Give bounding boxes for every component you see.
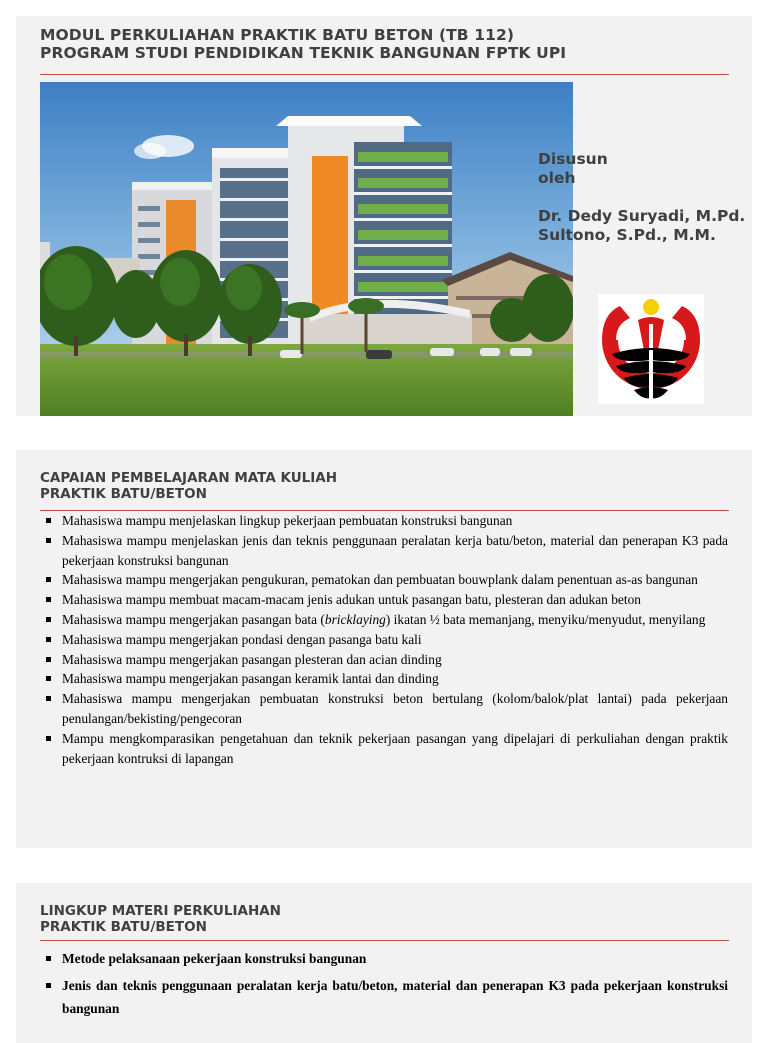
list-item-text-before: Mahasiswa mampu mengerjakan pasangan bata ( bbox=[62, 611, 325, 627]
course-scope-list bbox=[44, 947, 728, 1024]
list-item: Mampu mengkomparasikan pengetahuan dan teknik pekerjaan pasangan yang dipelajari di perkuliahan dengan praktik pekerjaan kontruksi di lapangan bbox=[44, 729, 728, 769]
building-photo bbox=[40, 82, 573, 416]
list-item: Mahasiswa mampu mengerjakan pasangan keramik lantai dan dinding bbox=[44, 669, 728, 689]
title-divider bbox=[40, 74, 729, 75]
list-item: Mahasiswa mampu menjelaskan jenis dan teknis penggunaan peralatan kerja batu/beton, material dan penerapan K3 pada pekerjaan konstruksi bangunan bbox=[44, 531, 728, 571]
list-item: Metode pelaksanaan pekerjaan konstruksi bangunan bbox=[44, 947, 728, 970]
author-line-2: oleh bbox=[538, 169, 576, 187]
course-scope-title-line-1: LINGKUP MATERI PERKULIAHAN bbox=[40, 903, 281, 919]
list-item: Mahasiswa mampu mengerjakan pembuatan konstruksi beton bertulang (kolom/balok/plat lantai) pada pekerjaan penulangan/bekisting/pengecoran bbox=[44, 689, 728, 729]
list-item: Mahasiswa mampu menjelaskan lingkup pekerjaan pembuatan konstruksi bangunan bbox=[44, 511, 728, 531]
course-scope-title bbox=[40, 903, 281, 935]
module-title-line-1: MODUL PERKULIAHAN PRAKTIK BATU BETON (TB 112) bbox=[40, 26, 515, 44]
author-name-2: Sultono, S.Pd., M.M. bbox=[538, 226, 716, 244]
module-title bbox=[40, 26, 566, 62]
list-item bbox=[44, 610, 728, 630]
list-item: Mahasiswa mampu mengerjakan pasangan plesteran dan acian dinding bbox=[44, 650, 728, 670]
cover-slide bbox=[16, 16, 752, 416]
list-item: Mahasiswa mampu mengerjakan pondasi dengan pasanga batu kali bbox=[44, 630, 728, 650]
learning-outcomes-title-line-2: PRAKTIK BATU/BETON bbox=[40, 486, 207, 502]
author-line-1: Disusun bbox=[538, 150, 608, 168]
section-divider bbox=[40, 940, 729, 941]
learning-outcomes-title-line-1: CAPAIAN PEMBELAJARAN MATA KULIAH bbox=[40, 470, 338, 486]
author-line-3 bbox=[538, 188, 745, 207]
list-item-text-after: ) ikatan ½ bata memanjang, menyiku/menyudut, menyilang bbox=[385, 611, 706, 627]
list-item: Mahasiswa mampu mengerjakan pengukuran, pematokan dan pembuatan bouwplank dalam penentuan as-as bangunan bbox=[44, 570, 728, 590]
course-scope-title-line-2: PRAKTIK BATU/BETON bbox=[40, 919, 207, 935]
course-scope-slide bbox=[16, 883, 752, 1043]
learning-outcomes-title bbox=[40, 470, 337, 502]
upi-logo bbox=[598, 294, 704, 404]
author-name-1: Dr. Dedy Suryadi, M.Pd. bbox=[538, 207, 746, 225]
learning-outcomes-slide bbox=[16, 450, 752, 848]
list-item-italic-term: bricklaying bbox=[324, 611, 386, 627]
list-item: Jenis dan teknis penggunaan peralatan kerja batu/beton, material dan penerapan K3 pada pekerjaan konstruksi bangunan bbox=[44, 974, 728, 1020]
author-block bbox=[538, 150, 745, 245]
list-item: Mahasiswa mampu membuat macam-macam jenis adukan untuk pasangan batu, plesteran dan adukan beton bbox=[44, 590, 728, 610]
module-title-line-2: PROGRAM STUDI PENDIDIKAN TEKNIK BANGUNAN FPTK UPI bbox=[40, 44, 567, 62]
learning-outcomes-list bbox=[44, 511, 728, 768]
